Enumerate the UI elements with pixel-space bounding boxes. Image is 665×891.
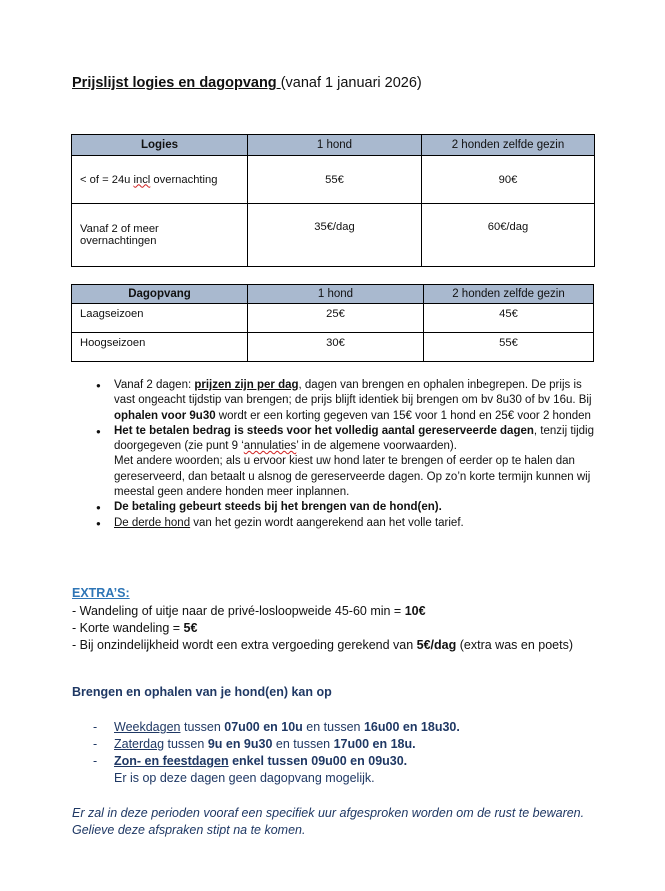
- hours-list: [93, 719, 460, 787]
- price: 5€: [183, 621, 198, 635]
- hours: enkel tussen 09u00 en 09u30.: [228, 754, 408, 768]
- hours: 9u en 9u30: [207, 737, 273, 751]
- table-row: [72, 333, 594, 362]
- header-dagopvang: Dagopvang: [72, 285, 248, 304]
- page-title: [72, 75, 422, 91]
- text-emphasis: Het te betalen bedrag is steeds voor het volledig aantal gereserveerde dagen: [114, 424, 534, 437]
- note-line: Er zal in deze perioden vooraf een specifiek uur afgesproken worden om de rust te bewaren.: [72, 806, 585, 820]
- list-item: [96, 378, 596, 424]
- table-row: [72, 204, 595, 267]
- header-1-hond: 1 hond: [248, 285, 424, 304]
- text: Er is op deze dagen geen dagopvang mogelijk.: [114, 771, 375, 785]
- list-item: [93, 753, 460, 787]
- price-2-honden: 90€: [422, 156, 595, 204]
- list-item: [96, 424, 596, 500]
- extras-heading: EXTRA’S:: [72, 586, 130, 600]
- text: - Bij onzindelijkheid wordt een extra vergoeding gerekend van: [72, 638, 417, 652]
- extras-line: [72, 620, 573, 637]
- text: Met andere woorden; als u ervoor kiest uw hond later te brengen of eerder op te halen dan gereserveerd, dan betaalt u alsnog de gereserveerde dagen. Op zo’n korte termijn kunnen wij meestal geen andere honden meer inplannen.: [114, 455, 591, 499]
- row-label: Laagseizoen: [72, 304, 248, 333]
- row-label: [72, 204, 248, 267]
- price-1-hond: 25€: [248, 304, 424, 333]
- logies-table: [71, 134, 595, 267]
- text: , dagen van brengen en ophalen inbegrepen. De prijs is vast ongeacht tijdstip van brengen; de prijs blijft identiek bij brengen om bv 8u30 of bv 16u. Bij: [114, 379, 592, 407]
- table-row: [72, 304, 594, 333]
- price-2-honden: 45€: [424, 304, 594, 333]
- text-underlined: De derde hond: [114, 516, 191, 529]
- list-item: [93, 736, 460, 753]
- table-header-row: [72, 135, 595, 156]
- note-line: Gelieve deze afspraken stipt na te komen.: [72, 823, 306, 837]
- label-line: overnachtingen: [80, 235, 157, 247]
- brengen-heading: Brengen en ophalen van je hond(en) kan op: [72, 685, 332, 699]
- extras-line: [72, 603, 573, 620]
- row-label: [72, 156, 248, 204]
- title-date: (vanaf 1 januari 2026): [280, 75, 422, 91]
- text: wordt er een korting gegeven van 15€ voor 1 hond en 25€ voor 2 honden: [215, 409, 591, 422]
- price-1-hond: 30€: [248, 333, 424, 362]
- text: en tussen: [302, 720, 364, 734]
- row-label: Hoogseizoen: [72, 333, 248, 362]
- day-label: Zaterdag: [114, 737, 165, 751]
- text-emphasis: prijzen zijn per dag: [194, 379, 299, 391]
- text: tussen: [180, 720, 225, 734]
- label-text: overnachting: [150, 173, 218, 186]
- price-2-honden: 55€: [424, 333, 594, 362]
- title-main: Prijslijst logies en dagopvang: [72, 75, 281, 91]
- text: , tenzij tijdig doorgegeven (zie punt 9 ‘: [114, 424, 594, 453]
- list-item: ● De betaling gebeurt steeds bij het brengen van de hond(en).: [96, 500, 596, 515]
- header-2-honden: 2 honden zelfde gezin: [422, 135, 595, 156]
- header-2-honden: 2 honden zelfde gezin: [424, 285, 594, 304]
- list-item: [93, 719, 460, 736]
- header-logies: Logies: [72, 135, 248, 156]
- day-label: Zon- en feestdagen: [114, 754, 229, 768]
- text: Vanaf 2 dagen:: [114, 379, 195, 391]
- table-row: [72, 156, 595, 204]
- extras-line: [72, 637, 573, 654]
- list-item: [96, 516, 596, 531]
- day-label: Weekdagen: [114, 720, 181, 734]
- text: - Wandeling of uitje naar de privé-losloopweide 45-60 min =: [72, 604, 405, 618]
- price-2-honden: 60€/dag: [422, 204, 595, 267]
- label-text: < of = 24u: [80, 173, 134, 186]
- text: ’ in de algemene voorwaarden).: [296, 440, 457, 453]
- hours: 16u00 en 18u30.: [363, 720, 460, 734]
- price-1-hond: 55€: [248, 156, 422, 204]
- dagopvang-table: [71, 284, 594, 362]
- price: 10€: [404, 604, 426, 618]
- text-spellcheck: annulaties: [243, 440, 297, 453]
- text-emphasis: ophalen voor 9u30: [114, 409, 216, 422]
- label-text-spellcheck: incl: [133, 173, 151, 186]
- text: (extra was en poets): [456, 638, 573, 652]
- conditions-list: [96, 378, 596, 531]
- extras-list: [72, 603, 573, 654]
- table-header-row: [72, 285, 594, 304]
- hours: 17u00 en 18u.: [333, 737, 416, 751]
- label-line: Vanaf 2 of meer: [80, 223, 159, 235]
- hours: 07u00 en 10u: [224, 720, 303, 734]
- price: 5€/dag: [416, 638, 457, 652]
- header-1-hond: 1 hond: [248, 135, 422, 156]
- text: en tussen: [272, 737, 334, 751]
- footer-note: [72, 805, 632, 839]
- text: van het gezin wordt aangerekend aan het volle tarief.: [190, 516, 464, 529]
- text: - Korte wandeling =: [72, 621, 184, 635]
- price-1-hond: 35€/dag: [248, 204, 422, 267]
- text: tussen: [164, 737, 208, 751]
